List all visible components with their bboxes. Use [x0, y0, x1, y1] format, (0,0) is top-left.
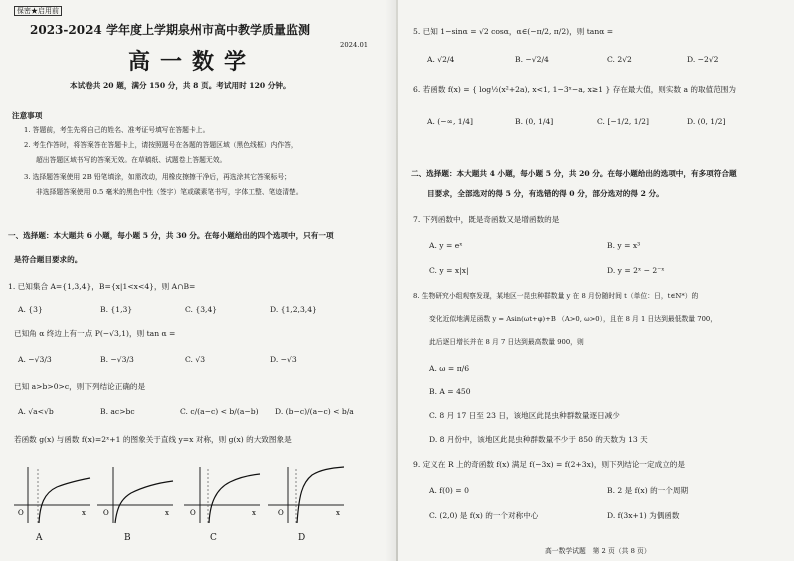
graph-label-b: B	[124, 533, 131, 543]
q8-option-d: D. 8 月份中，该地区此昆虫种群数量不少于 850 的天数为 13 天	[429, 435, 648, 444]
q7-option-c: C. y = x|x|	[429, 266, 469, 275]
note-line: 3. 选择题答案使用 2B 铅笔填涂，如需改动，用橡皮擦擦干净后，再选涂其它答案标号；	[24, 173, 291, 181]
q6-option-a: A. (−∞, 1/4]	[427, 117, 473, 126]
q7-option-d: D. y = 2ˣ − 2⁻ˣ	[607, 266, 665, 275]
section-1-heading: 一、选择题：本大题共 6 小题，每小题 5 分，共 30 分。在每小题给出的四个选项中，只有一项	[8, 231, 334, 240]
exam-date: 2024.01	[340, 41, 369, 49]
q5-option-a: A. √2/4	[427, 55, 455, 64]
graph-b	[95, 465, 175, 525]
q3-option-a: A. √a<√b	[18, 407, 54, 416]
graph-label-c: C	[210, 533, 217, 543]
q9-option-d: D. f(3x+1) 为偶函数	[607, 511, 680, 520]
question-3: 已知 a>b>0>c，则下列结论正确的是	[14, 382, 146, 391]
q7-option-b: B. y = x³	[607, 241, 641, 250]
q7-option-a: A. y = eˣ	[429, 241, 463, 250]
question-5: 5. 已知 1−sinα = √2 cosα，α∈(−π/2, π/2)，则 tanα =	[413, 27, 614, 36]
subject-title: 高一数学	[128, 49, 257, 75]
notes-title: 注意事项	[12, 111, 43, 120]
graph-label-a: A	[36, 533, 43, 543]
question-6: 6. 若函数 f(x) = { log½(x²+2a), x<1, 1−3ˣ−a, x≥1 } 存在最大值，则实数 a 的取值范围为	[413, 85, 736, 94]
question-8-line-1: 8. 生物研究小组观察发现，某地区一昆虫种群数量 y 在 8 月份随时间 t（单位：日，t∈N*）的	[413, 292, 699, 300]
q6-option-c: C. [−1/2, 1/2]	[597, 117, 649, 126]
q6-option-b: B. (0, 1/4]	[515, 117, 554, 126]
q3-option-d: D. (b−c)/(a−c) < b/a	[275, 407, 354, 416]
confidential-badge: 保密★启用前	[14, 6, 62, 16]
graph-c	[182, 465, 262, 525]
q3-option-c: C. c/(a−c) < b/(a−b)	[180, 407, 259, 416]
q1-option-d: D. {1,2,3,4}	[270, 305, 317, 314]
graph-label-d: D	[298, 533, 306, 543]
q5-option-d: D. −2√2	[687, 55, 719, 64]
q2-option-a: A. −√3/3	[18, 355, 52, 364]
svg-text:x: x	[336, 509, 340, 517]
question-1: 1. 已知集合 A={1,3,4}，B={x|1<x<4}，则 A∩B=	[8, 282, 196, 291]
question-4: 若函数 g(x) 与函数 f(x)=2ˣ+1 的图象关于直线 y=x 对称，则 g(x) 的大致图象是	[14, 435, 292, 444]
section-2-heading: 二、选择题：本大题共 4 小题，每小题 5 分，共 20 分。在每小题给出的选项中，有多项符合题	[411, 169, 737, 178]
section-2-heading-cont: 目要求，全部选对的得 5 分，有选错的得 0 分，部分选对的得 2 分。	[427, 189, 664, 198]
q2-option-b: B. −√3/3	[100, 355, 134, 364]
q8-option-b: B. A = 450	[429, 387, 471, 396]
exam-info: 本试卷共 20 题，满分 150 分，共 8 页。考试用时 120 分钟。	[70, 81, 291, 90]
note-line: 1. 答题前，考生先将自己的姓名、准考证号填写在答题卡上。	[24, 126, 210, 134]
section-1-heading-cont: 是符合题目要求的。	[14, 255, 83, 264]
question-8-line-3: 此后逐日增长并在 8 月 7 日达到最高数量 900，则	[429, 338, 584, 346]
q2-option-d: D. −√3	[270, 355, 297, 364]
svg-text:x: x	[82, 509, 86, 517]
graph-a	[12, 465, 92, 525]
question-8-line-2: 变化近似地满足函数 y = Asin(ωt+φ)+B （A>0, ω>0），且在 8 月 1 日达到最低数量 700，	[429, 315, 718, 323]
svg-text:O: O	[103, 509, 109, 517]
q1-option-b: B. {1,3}	[100, 305, 133, 314]
q1-option-a: A. {3}	[18, 305, 43, 314]
q5-option-b: B. −√2/4	[515, 55, 549, 64]
q8-option-a: A. ω = π/6	[429, 364, 470, 373]
q9-option-a: A. f(0) = 0	[429, 486, 469, 495]
q8-option-c: C. 8 月 17 日至 23 日，该地区此昆虫种群数量逐日减少	[429, 411, 620, 420]
svg-text:O: O	[190, 509, 196, 517]
q9-option-b: B. 2 是 f(x) 的一个周期	[607, 486, 689, 495]
question-9: 9. 定义在 R 上的奇函数 f(x) 满足 f(−3x) = f(2+3x)，则下列结论一定成立的是	[413, 460, 685, 469]
svg-text:O: O	[18, 509, 24, 517]
q3-option-b: B. ac>bc	[100, 407, 135, 416]
q5-option-c: C. 2√2	[607, 55, 632, 64]
q2-option-c: C. √3	[185, 355, 206, 364]
note-line: 超出答题区域书写的答案无效。在草稿纸、试题卷上答题无效。	[36, 156, 227, 164]
q9-option-c: C. (2,0) 是 f(x) 的一个对称中心	[429, 511, 539, 520]
svg-text:x: x	[165, 509, 169, 517]
q6-option-d: D. (0, 1/2]	[687, 117, 726, 126]
question-2: 已知角 α 终边上有一点 P(−√3,1)，则 tan α =	[14, 329, 176, 338]
note-line: 2. 考生作答时，将答案答在答题卡上，请按照题号在各题的答题区域（黑色线框）内作答，	[24, 141, 298, 149]
svg-text:x: x	[252, 509, 256, 517]
note-line: 非选择题答案使用 0.5 毫米的黑色中性（签字）笔或碳素笔书写，字体工整、笔迹清楚。	[36, 188, 303, 196]
q1-option-c: C. {3,4}	[185, 305, 218, 314]
svg-text:O: O	[278, 509, 284, 517]
exam-title: 2023-2024 学年度上学期泉州市高中教学质量监测	[30, 23, 310, 37]
graph-d	[266, 465, 346, 525]
question-7: 7. 下列函数中，既是奇函数又是增函数的是	[413, 215, 560, 224]
page-footer: 高一数学试题 第 2 页（共 8 页）	[545, 547, 651, 555]
right-page	[397, 0, 794, 561]
